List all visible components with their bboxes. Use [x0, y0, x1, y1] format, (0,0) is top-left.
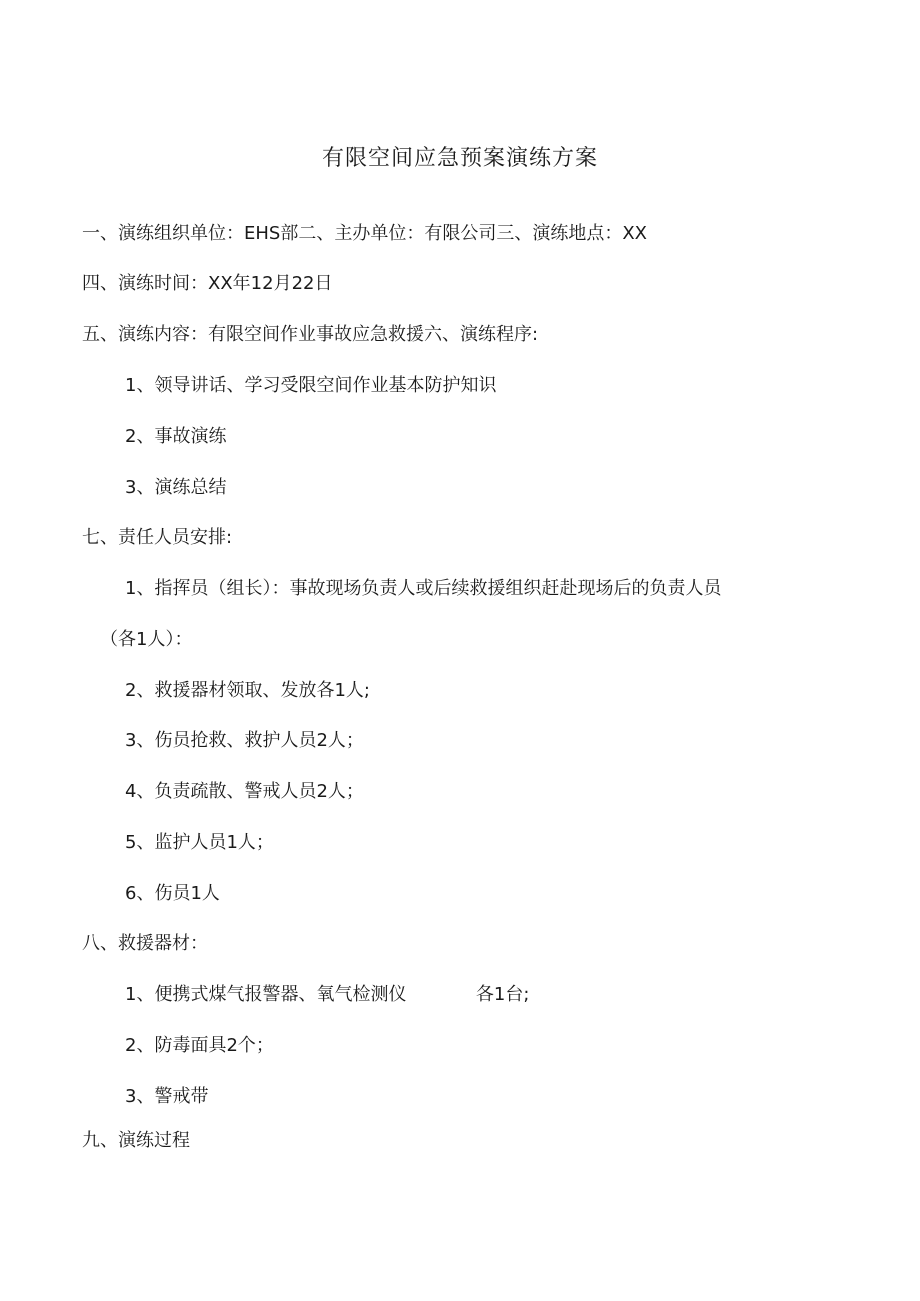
list-item: 1、领导讲话、学习受限空间作业基本防护知识: [125, 375, 497, 396]
section-line-1: 一、演练组织单位：EHS部二、主办单位：有限公司三、演练地点：XX: [82, 223, 647, 244]
document-title: 有限空间应急预案演练方案: [321, 146, 598, 171]
section-line-7: 七、责任人员安排:: [82, 527, 233, 548]
list-item: 4、负责疏散、警戒人员2人；: [125, 781, 364, 802]
list-item: 3、演练总结: [125, 477, 227, 498]
list-item: 1、指挥员（组长）：事故现场负责人或后续救援组织赶赴现场后的负责人员: [125, 578, 722, 599]
list-item: 6、伤员1人: [125, 883, 220, 904]
list-item: 3、伤员抢救、救护人员2人；: [125, 730, 364, 751]
list-item: [125, 980, 529, 1010]
list-item: 2、防毒面具2个；: [125, 1035, 274, 1056]
section-line-4: 四、演练时间：XX年12月22日: [82, 273, 333, 294]
section-line-5: 五、演练内容：有限空间作业事故应急救援六、演练程序:: [82, 324, 539, 345]
list-item: 2、事故演练: [125, 426, 227, 447]
list-item: 3、警戒带: [125, 1086, 209, 1107]
section-line-9: 九、演练过程: [82, 1130, 190, 1151]
section-line-8: 八、救援器材：: [82, 933, 208, 954]
equipment-name: 1、便携式煤气报警器、氧气检测仪: [125, 984, 407, 1005]
list-item: 2、救援器材领取、发放各1人;: [125, 680, 370, 701]
list-item-continued: （各1人）：: [100, 629, 193, 650]
equipment-quantity: 各1台;: [475, 984, 530, 1005]
list-item: 5、监护人员1人；: [125, 832, 274, 853]
